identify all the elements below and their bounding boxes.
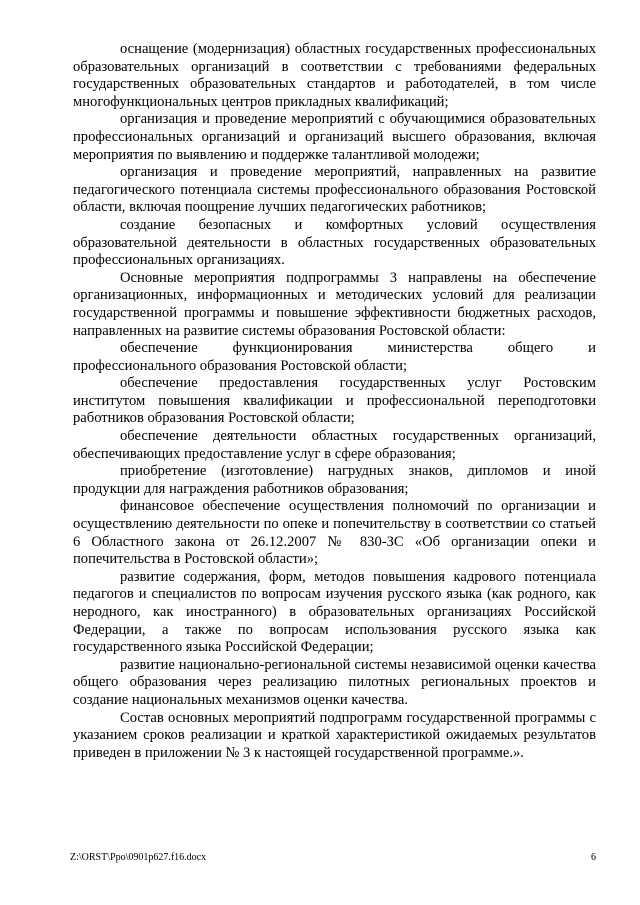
paragraph: создание безопасных и комфортных условий осуществления образовательной деятельности в областных государственных образовательных профессиональных организациях. [73, 216, 596, 269]
paragraph: финансовое обеспечение осуществления полномочий по организации и осуществлению деятельности по опеке и попечительству в соответствии со статьей 6 Областного закона от 26.12.2007 № 830-ЗС «Об организации опеки и попечительства в Ростовской области»; [73, 498, 596, 568]
paragraph: обеспечение функционирования министерства общего и профессионального образования Ростовской области; [73, 340, 596, 374]
paragraph: оснащение (модернизация) областных государственных профессиональных образовательных организаций в соответствии с требованиями федеральных государственных образовательных стандартов и работодателей, в том числе многофункциональных центров прикладных квалификаций; [73, 41, 596, 110]
paragraph: организация и проведение мероприятий с обучающимися образовательных профессиональных организаций и организаций высшего образования, включая мероприятия по выявлению и поддержке талантливой молодежи; [73, 111, 596, 163]
paragraph: обеспечение предоставления государственных услуг Ростовским институтом повышения квалификации и профессиональной переподготовки работников образования Ростовской области; [73, 375, 596, 427]
footer-file-path: Z:\ORST\Ppo\0901p627.f16.docx [70, 852, 207, 863]
paragraph: Основные мероприятия подпрограммы 3 направлены на обеспечение организационных, информационных и методических условий для реализации государственной программы и повышение эффективности бюджетных расходов, направленных на развитие системы образования Ростовской области: [73, 269, 596, 339]
paragraph: приобретение (изготовление) нагрудных знаков, дипломов и иной продукции для награждения работников образования; [73, 463, 596, 497]
paragraph: организация и проведение мероприятий, направленных на развитие педагогического потенциала системы профессионального образования Ростовской области, включая поощрение лучших педагогических работников; [73, 164, 596, 216]
paragraph: обеспечение деятельности областных государственных организаций, обеспечивающих предоставление услуг в сфере образования; [73, 428, 596, 462]
paragraph: развитие национально-региональной системы независимой оценки качества общего образования через реализацию пилотных региональных проектов и создание национальных механизмов оценки качества. [73, 656, 596, 708]
paragraph: Состав основных мероприятий подпрограмм государственной программы с указанием сроков реализации и краткой характеристикой ожидаемых результатов приведен в приложении № 3 к настоящей государственной программе.». [73, 709, 596, 761]
document-body [73, 41, 596, 762]
page-number: 6 [591, 852, 596, 863]
paragraph: развитие содержания, форм, методов повышения кадрового потенциала педагогов и специалистов по вопросам изучения русского языка (как родного, как неродного, как иностранного) в образовательных организациях Российской Федерации, а также по вопросам использования русского языка как государственного языка Российской Федерации; [73, 568, 596, 656]
